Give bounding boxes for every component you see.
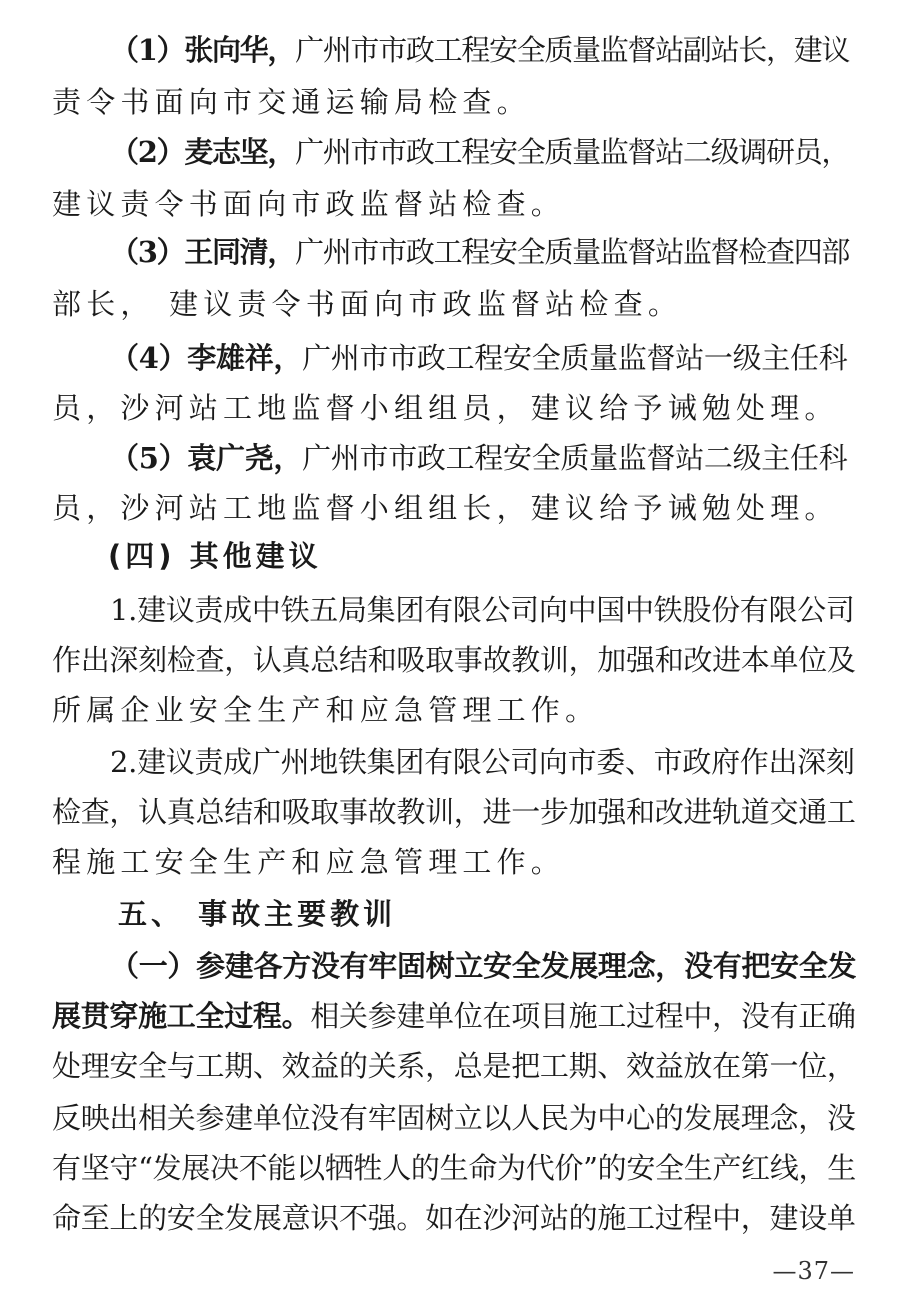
item-1-line-3: 所属企业安全生产和应急管理工作。: [52, 693, 600, 727]
item-2-line-3: 程施工安全生产和应急管理工作。: [52, 845, 566, 879]
item-2-line-2: 检查，认真总结和吸取事故教训，进一步加强和改进轨道交通工: [52, 795, 856, 829]
paragraph-4-line-2: 员，沙河站工地监督小组组员，建议给予诫勉处理。: [52, 391, 839, 425]
lesson-1-line-5: 有坚守“发展决不能以牺牲人的生命为代价”的安全生产红线，生: [52, 1151, 856, 1185]
paragraph-3-line-2: 部长， 建议责令书面向市政监督站检查。: [52, 287, 683, 321]
item-1-line-1: 1.建议责成中铁五局集团有限公司向中国中铁股份有限公司: [110, 593, 855, 627]
paragraph-2-text: 广州市市政工程安全质量监督站二级调研员，: [295, 135, 850, 169]
section-5-heading: 五、 事故主要教训: [118, 897, 397, 931]
paragraph-1-text: 广州市市政工程安全质量监督站副站长，建议: [295, 33, 850, 67]
lesson-1-text-start: 相关参建单位在项目施工过程中，没有正确: [310, 999, 856, 1033]
paragraph-3-line-1: [110, 232, 857, 272]
lesson-1-line-4: 反映出相关参建单位没有牢固树立以人民为中心的发展理念，没: [52, 1101, 856, 1135]
item-1-line-2: 作出深刻检查，认真总结和吸取事故教训，加强和改进本单位及: [52, 643, 856, 677]
paragraph-1-line-2: 责令书面向市交通运输局检查。: [52, 85, 531, 119]
paragraph-3-text: 广州市市政工程安全质量监督站监督检查四部: [295, 235, 850, 269]
paragraph-4-line-1: [110, 338, 857, 378]
paragraph-2-line-1: [110, 132, 857, 172]
item-2-line-1: 2.建议责成广州地铁集团有限公司向市委、市政府作出深刻: [110, 745, 855, 779]
lesson-1-line-2: [52, 996, 857, 1036]
paragraph-1-line-1: [110, 30, 857, 70]
paragraph-1-label: （1）张向华，: [110, 33, 296, 67]
lesson-1-line-1: （一）参建各方没有牢固树立安全发展理念，没有把安全发: [110, 949, 857, 983]
paragraph-5-line-1: [110, 438, 857, 478]
paragraph-4-label: （4）李雄祥，: [110, 341, 303, 375]
paragraph-5-label: （5）袁广尧，: [110, 441, 303, 475]
paragraph-5-text: 广州市市政工程安全质量监督站二级主任科: [302, 441, 848, 475]
lesson-1-line-3: 处理安全与工期、效益的关系，总是把工期、效益放在第一位，: [52, 1049, 856, 1083]
paragraph-3-label: （3）王同清，: [110, 235, 296, 269]
paragraph-5-line-2: 员，沙河站工地监督小组组长，建议给予诫勉处理。: [52, 491, 839, 525]
lesson-1-bold-end: 展贯穿施工全过程。: [52, 999, 311, 1033]
paragraph-4-text: 广州市市政工程安全质量监督站一级主任科: [302, 341, 848, 375]
page-number: —37—: [772, 1257, 855, 1285]
lesson-1-line-6: 命至上的安全发展意识不强。如在沙河站的施工过程中，建设单: [52, 1201, 856, 1235]
paragraph-2-label: （2）麦志坚，: [110, 135, 296, 169]
paragraph-2-line-2: 建议责令书面向市政监督站检查。: [52, 187, 566, 221]
section-4-heading: (四) 其他建议: [108, 539, 322, 573]
